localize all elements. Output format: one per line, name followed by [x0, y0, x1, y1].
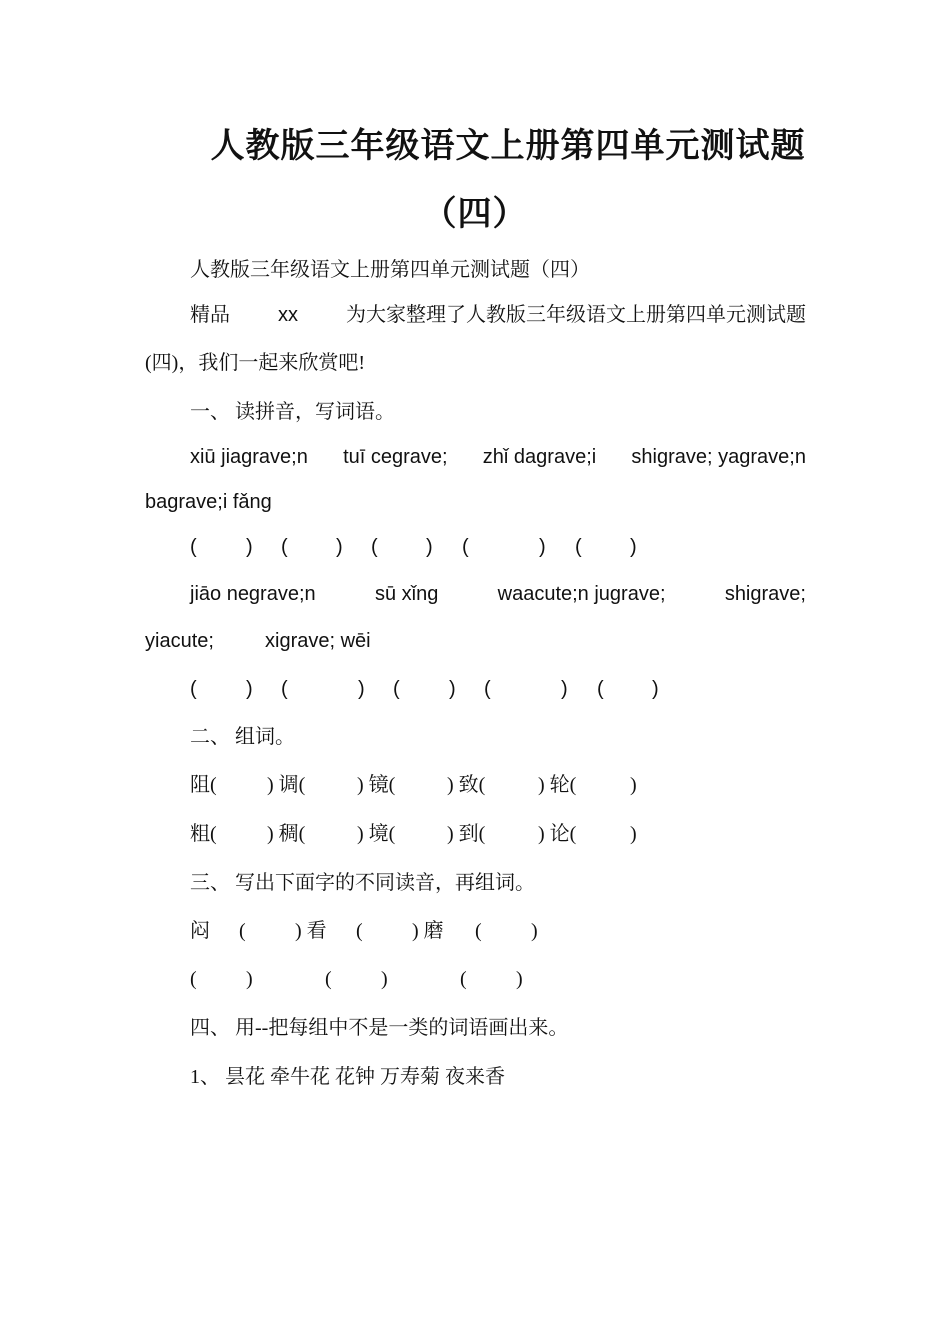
blank-paren: (: [597, 678, 604, 700]
blank-paren: ): [426, 536, 433, 558]
intro-text-c: 为大家整理了人教版三年级语文上册第四单元测试题: [346, 304, 806, 326]
blank-paren: (: [325, 968, 332, 990]
blank-paren: (: [190, 968, 197, 990]
word-cell: ) 镜(: [357, 774, 396, 796]
blank-paren: (: [371, 536, 378, 558]
blank-paren: (: [281, 536, 288, 558]
document-title: 人教版三年级语文上册第四单元测试题: [210, 128, 806, 165]
pinyin-item: shigrave;: [724, 583, 806, 605]
blank-paren: (: [462, 536, 469, 558]
blank-paren: ): [246, 968, 253, 990]
pinyin-item: yiacute;: [145, 630, 214, 652]
blank-paren: (: [190, 536, 197, 558]
blank-paren: (: [575, 536, 582, 558]
pinyin-row-1-wrap: bagrave;i fǎng: [145, 491, 272, 513]
word-cell: 粗(: [190, 823, 217, 845]
reading-char: ) 磨: [412, 920, 444, 942]
section-2-heading: 二、 组词。: [190, 726, 295, 748]
blank-paren: (: [393, 678, 400, 700]
section-4-heading: 四、 用--把每组中不是一类的词语画出来。: [190, 1017, 569, 1039]
pinyin-item: zhǐ dagrave;i: [482, 446, 597, 468]
pinyin-item: tuī cegrave;: [343, 446, 448, 468]
reading-char: 闷: [190, 920, 210, 942]
blank-paren: ): [652, 678, 659, 700]
pinyin-item: sū xǐng: [374, 583, 439, 605]
blank-paren: ): [358, 678, 365, 700]
intro-text-a: 精品: [190, 304, 230, 326]
blank-paren: ): [246, 536, 253, 558]
blank-paren: ): [336, 536, 343, 558]
pinyin-item: xiū jiagrave;n: [190, 446, 308, 468]
word-cell: ) 到(: [447, 823, 486, 845]
word-cell: ) 调(: [267, 774, 306, 796]
document-title-suffix: （四）: [422, 196, 528, 233]
intro-line-1: [190, 301, 806, 329]
blank-paren: ): [630, 536, 637, 558]
subtitle: 人教版三年级语文上册第四单元测试题（四）: [190, 259, 590, 281]
blank-paren: ): [561, 678, 568, 700]
pinyin-row-1: [190, 443, 806, 471]
word-cell: ) 境(: [357, 823, 396, 845]
blank-paren: (: [356, 920, 363, 942]
section-3-heading: 三、 写出下面字的不同读音，再组词。: [190, 872, 535, 894]
pinyin-item: shigrave; yagrave;n: [631, 446, 806, 468]
word-cell: ) 致(: [447, 774, 486, 796]
question-item-1: 1、 昙花 牵牛花 花钟 万寿菊 夜来香: [190, 1066, 505, 1088]
intro-text-b: xx: [278, 304, 298, 326]
blank-paren: (: [460, 968, 467, 990]
blank-paren: (: [475, 920, 482, 942]
intro-line-2: (四)，我们一起来欣赏吧!: [145, 352, 365, 374]
pinyin-item: xigrave; wēi: [265, 630, 371, 652]
word-cell: ): [630, 774, 637, 796]
blank-paren: ): [516, 968, 523, 990]
section-1-heading: 一、 读拼音，写词语。: [190, 401, 395, 423]
blank-paren: ): [539, 536, 546, 558]
pinyin-item: waacute;n jugrave;: [497, 583, 666, 605]
word-cell: 阻(: [190, 774, 217, 796]
blank-paren: ): [381, 968, 388, 990]
blank-paren: (: [239, 920, 246, 942]
blank-paren: (: [190, 678, 197, 700]
word-cell: ) 轮(: [538, 774, 577, 796]
pinyin-row-2: [190, 580, 806, 608]
blank-paren: ): [449, 678, 456, 700]
pinyin-item: jiāo negrave;n: [190, 583, 316, 605]
blank-paren: ): [531, 920, 538, 942]
word-cell: ) 稠(: [267, 823, 306, 845]
word-cell: ) 论(: [538, 823, 577, 845]
word-cell: ): [630, 823, 637, 845]
blank-paren: (: [484, 678, 491, 700]
reading-char: ) 看: [295, 920, 327, 942]
blank-paren: ): [246, 678, 253, 700]
blank-paren: (: [281, 678, 288, 700]
